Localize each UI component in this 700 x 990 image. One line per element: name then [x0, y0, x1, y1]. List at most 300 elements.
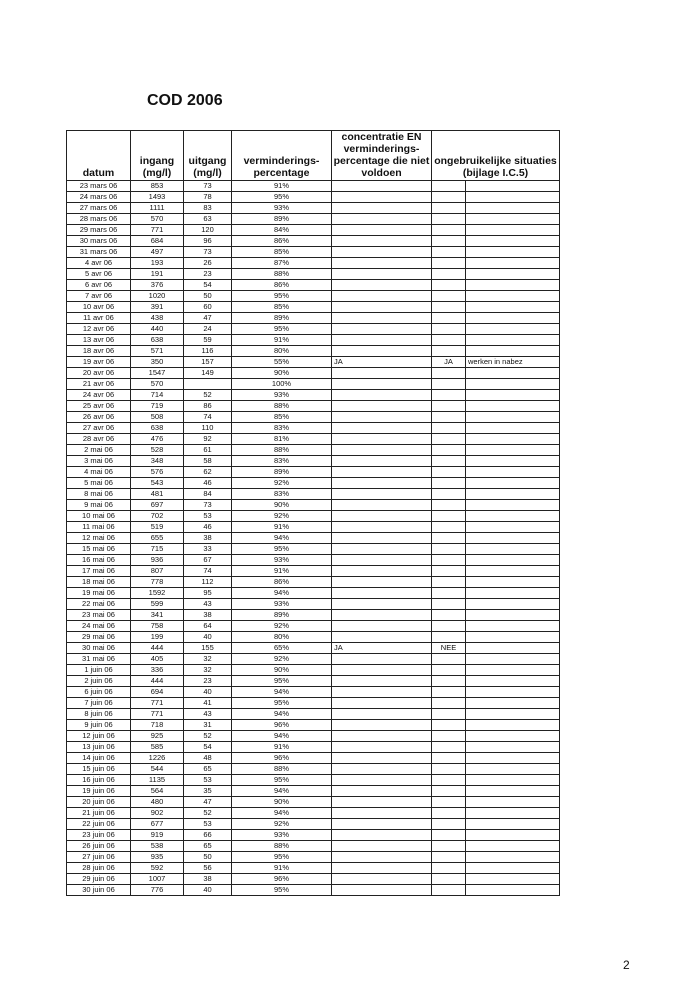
cell-uitgang: 96 — [184, 236, 232, 247]
cell-verminderingspercentage: 91% — [232, 742, 332, 753]
cell-concentratie-status — [332, 181, 432, 192]
table-row — [67, 841, 560, 852]
cell-situatie-opmerking — [466, 478, 560, 489]
cell-situatie-opmerking — [466, 566, 560, 577]
cell-situatie-opmerking — [466, 830, 560, 841]
cell-concentratie-status — [332, 346, 432, 357]
cell-situatie-status — [432, 555, 466, 566]
cell-situatie-opmerking — [466, 236, 560, 247]
cell-concentratie-status: JA — [332, 357, 432, 368]
cell-datum: 25 avr 06 — [67, 401, 131, 412]
cell-ingang: 936 — [131, 555, 184, 566]
cell-verminderingspercentage: 93% — [232, 390, 332, 401]
cell-datum: 10 avr 06 — [67, 302, 131, 313]
table-row — [67, 852, 560, 863]
cell-datum: 6 juin 06 — [67, 687, 131, 698]
cell-concentratie-status — [332, 247, 432, 258]
cell-verminderingspercentage: 95% — [232, 192, 332, 203]
cell-situatie-status — [432, 412, 466, 423]
cell-verminderingspercentage: 81% — [232, 434, 332, 445]
cell-verminderingspercentage: 94% — [232, 588, 332, 599]
cell-concentratie-status — [332, 852, 432, 863]
cell-datum: 15 mai 06 — [67, 544, 131, 555]
cell-verminderingspercentage: 83% — [232, 456, 332, 467]
header-verminderingspercentage: verminderings-percentage — [232, 131, 332, 181]
table-row — [67, 621, 560, 632]
cell-datum: 8 juin 06 — [67, 709, 131, 720]
cell-situatie-status — [432, 368, 466, 379]
cell-datum: 23 mai 06 — [67, 610, 131, 621]
cell-verminderingspercentage: 95% — [232, 775, 332, 786]
table-row — [67, 786, 560, 797]
cell-datum: 12 mai 06 — [67, 533, 131, 544]
cell-situatie-opmerking — [466, 863, 560, 874]
cell-situatie-opmerking — [466, 181, 560, 192]
cell-ingang: 638 — [131, 335, 184, 346]
cell-datum: 22 mai 06 — [67, 599, 131, 610]
cell-situatie-opmerking: werken in nabez — [466, 357, 560, 368]
cell-verminderingspercentage: 92% — [232, 621, 332, 632]
table-row — [67, 236, 560, 247]
cell-situatie-status — [432, 599, 466, 610]
cell-situatie-opmerking — [466, 313, 560, 324]
cell-uitgang: 32 — [184, 654, 232, 665]
cell-datum: 23 mars 06 — [67, 181, 131, 192]
table-row — [67, 335, 560, 346]
cell-ingang: 638 — [131, 423, 184, 434]
cell-situatie-opmerking — [466, 709, 560, 720]
cell-concentratie-status — [332, 720, 432, 731]
cell-uitgang: 65 — [184, 764, 232, 775]
cell-situatie-status — [432, 544, 466, 555]
cell-datum: 30 mai 06 — [67, 643, 131, 654]
cell-concentratie-status — [332, 742, 432, 753]
cell-datum: 11 avr 06 — [67, 313, 131, 324]
cell-concentratie-status — [332, 225, 432, 236]
cell-ingang: 718 — [131, 720, 184, 731]
cell-uitgang: 23 — [184, 676, 232, 687]
cell-ingang: 1135 — [131, 775, 184, 786]
cell-verminderingspercentage: 89% — [232, 313, 332, 324]
table-row — [67, 390, 560, 401]
cell-situatie-status — [432, 225, 466, 236]
cell-verminderingspercentage: 93% — [232, 203, 332, 214]
cell-datum: 23 juin 06 — [67, 830, 131, 841]
table-row — [67, 313, 560, 324]
cell-datum: 27 juin 06 — [67, 852, 131, 863]
cell-situatie-opmerking — [466, 610, 560, 621]
header-datum: datum — [67, 131, 131, 181]
cell-ingang: 771 — [131, 698, 184, 709]
cell-concentratie-status — [332, 335, 432, 346]
cell-uitgang: 62 — [184, 467, 232, 478]
table-row — [67, 698, 560, 709]
cell-situatie-opmerking — [466, 544, 560, 555]
table-row — [67, 192, 560, 203]
cell-ingang: 1592 — [131, 588, 184, 599]
cell-concentratie-status — [332, 819, 432, 830]
cell-situatie-opmerking — [466, 379, 560, 390]
cell-concentratie-status — [332, 709, 432, 720]
cell-concentratie-status — [332, 665, 432, 676]
cell-ingang: 376 — [131, 280, 184, 291]
cell-situatie-opmerking — [466, 280, 560, 291]
cell-situatie-opmerking — [466, 346, 560, 357]
cell-situatie-opmerking — [466, 423, 560, 434]
cell-verminderingspercentage: 90% — [232, 500, 332, 511]
cell-ingang: 508 — [131, 412, 184, 423]
cell-uitgang: 54 — [184, 742, 232, 753]
cell-ingang: 719 — [131, 401, 184, 412]
cell-situatie-status — [432, 236, 466, 247]
cell-concentratie-status: JA — [332, 643, 432, 654]
cell-ingang: 694 — [131, 687, 184, 698]
cell-situatie-status — [432, 742, 466, 753]
cell-situatie-opmerking — [466, 654, 560, 665]
cell-situatie-opmerking — [466, 885, 560, 896]
cell-ingang: 570 — [131, 214, 184, 225]
cell-ingang: 1493 — [131, 192, 184, 203]
table-row — [67, 500, 560, 511]
cell-uitgang: 116 — [184, 346, 232, 357]
cell-concentratie-status — [332, 258, 432, 269]
cell-situatie-opmerking — [466, 753, 560, 764]
cell-situatie-status — [432, 874, 466, 885]
cell-verminderingspercentage: 84% — [232, 225, 332, 236]
cell-situatie-opmerking — [466, 522, 560, 533]
cell-situatie-opmerking — [466, 764, 560, 775]
cell-datum: 19 juin 06 — [67, 786, 131, 797]
cell-uitgang: 46 — [184, 522, 232, 533]
cell-uitgang: 63 — [184, 214, 232, 225]
table-header-row — [67, 131, 560, 181]
cell-ingang: 702 — [131, 511, 184, 522]
table-row — [67, 456, 560, 467]
cell-verminderingspercentage: 86% — [232, 236, 332, 247]
cell-situatie-status — [432, 269, 466, 280]
cell-situatie-status — [432, 192, 466, 203]
cell-uitgang: 41 — [184, 698, 232, 709]
cell-situatie-opmerking — [466, 335, 560, 346]
cell-uitgang: 47 — [184, 797, 232, 808]
cell-situatie-status — [432, 863, 466, 874]
cell-ingang: 697 — [131, 500, 184, 511]
cell-ingang: 481 — [131, 489, 184, 500]
cell-verminderingspercentage: 95% — [232, 698, 332, 709]
cell-concentratie-status — [332, 621, 432, 632]
cell-verminderingspercentage: 95% — [232, 324, 332, 335]
cell-uitgang: 78 — [184, 192, 232, 203]
cell-concentratie-status — [332, 467, 432, 478]
cell-ingang: 807 — [131, 566, 184, 577]
cell-concentratie-status — [332, 555, 432, 566]
cell-situatie-opmerking — [466, 797, 560, 808]
table-row — [67, 808, 560, 819]
cell-uitgang: 53 — [184, 819, 232, 830]
cell-situatie-opmerking — [466, 269, 560, 280]
cell-ingang: 585 — [131, 742, 184, 753]
table-row — [67, 566, 560, 577]
cell-uitgang: 40 — [184, 687, 232, 698]
cell-concentratie-status — [332, 489, 432, 500]
cell-ingang: 919 — [131, 830, 184, 841]
cell-concentratie-status — [332, 313, 432, 324]
cell-uitgang: 66 — [184, 830, 232, 841]
cell-datum: 5 mai 06 — [67, 478, 131, 489]
cell-uitgang: 59 — [184, 335, 232, 346]
cell-ingang: 778 — [131, 577, 184, 588]
cell-concentratie-status — [332, 830, 432, 841]
cell-verminderingspercentage: 88% — [232, 401, 332, 412]
cell-verminderingspercentage: 88% — [232, 445, 332, 456]
cell-uitgang: 46 — [184, 478, 232, 489]
cell-uitgang: 52 — [184, 731, 232, 742]
cell-verminderingspercentage: 91% — [232, 181, 332, 192]
cell-ingang: 191 — [131, 269, 184, 280]
cell-situatie-opmerking — [466, 555, 560, 566]
cell-ingang: 592 — [131, 863, 184, 874]
cell-ingang: 444 — [131, 643, 184, 654]
cell-situatie-opmerking — [466, 588, 560, 599]
cell-ingang: 519 — [131, 522, 184, 533]
cell-concentratie-status — [332, 302, 432, 313]
table-row — [67, 302, 560, 313]
cell-uitgang: 67 — [184, 555, 232, 566]
cell-situatie-status — [432, 346, 466, 357]
cell-situatie-opmerking — [466, 819, 560, 830]
cell-uitgang: 43 — [184, 599, 232, 610]
cell-ingang: 1226 — [131, 753, 184, 764]
cell-situatie-status — [432, 654, 466, 665]
cell-uitgang: 157 — [184, 357, 232, 368]
cell-situatie-opmerking — [466, 632, 560, 643]
cell-situatie-status — [432, 445, 466, 456]
cell-ingang: 476 — [131, 434, 184, 445]
cell-concentratie-status — [332, 434, 432, 445]
cell-verminderingspercentage: 88% — [232, 269, 332, 280]
cell-datum: 31 mai 06 — [67, 654, 131, 665]
cell-situatie-opmerking — [466, 434, 560, 445]
header-uitgang: uitgang (mg/l) — [184, 131, 232, 181]
cell-datum: 19 mai 06 — [67, 588, 131, 599]
table-row — [67, 775, 560, 786]
cell-ingang: 538 — [131, 841, 184, 852]
cell-datum: 9 juin 06 — [67, 720, 131, 731]
cell-uitgang: 155 — [184, 643, 232, 654]
cell-situatie-status — [432, 852, 466, 863]
cell-verminderingspercentage: 95% — [232, 291, 332, 302]
cell-concentratie-status — [332, 192, 432, 203]
cell-verminderingspercentage: 86% — [232, 280, 332, 291]
table-row — [67, 478, 560, 489]
cell-datum: 12 avr 06 — [67, 324, 131, 335]
cell-uitgang: 60 — [184, 302, 232, 313]
cell-ingang: 440 — [131, 324, 184, 335]
cell-ingang: 564 — [131, 786, 184, 797]
cell-datum: 21 avr 06 — [67, 379, 131, 390]
cell-situatie-status — [432, 819, 466, 830]
cell-situatie-opmerking — [466, 368, 560, 379]
table-row — [67, 709, 560, 720]
cell-ingang: 758 — [131, 621, 184, 632]
cell-uitgang: 26 — [184, 258, 232, 269]
cell-situatie-status — [432, 533, 466, 544]
cell-verminderingspercentage: 90% — [232, 665, 332, 676]
cell-datum: 27 mars 06 — [67, 203, 131, 214]
cell-ingang: 543 — [131, 478, 184, 489]
cell-situatie-status — [432, 676, 466, 687]
cell-verminderingspercentage: 95% — [232, 544, 332, 555]
cell-datum: 12 juin 06 — [67, 731, 131, 742]
cell-situatie-opmerking — [466, 214, 560, 225]
cell-concentratie-status — [332, 456, 432, 467]
cell-verminderingspercentage: 94% — [232, 709, 332, 720]
cell-situatie-opmerking — [466, 874, 560, 885]
cell-situatie-status — [432, 566, 466, 577]
cell-ingang: 497 — [131, 247, 184, 258]
cell-ingang: 677 — [131, 819, 184, 830]
cell-ingang: 193 — [131, 258, 184, 269]
cell-uitgang: 53 — [184, 775, 232, 786]
cell-concentratie-status — [332, 269, 432, 280]
cell-situatie-opmerking — [466, 599, 560, 610]
table-row — [67, 346, 560, 357]
cell-situatie-opmerking — [466, 511, 560, 522]
cell-verminderingspercentage: 91% — [232, 335, 332, 346]
cell-concentratie-status — [332, 698, 432, 709]
cell-concentratie-status — [332, 808, 432, 819]
cell-datum: 29 mars 06 — [67, 225, 131, 236]
cell-concentratie-status — [332, 445, 432, 456]
table-row — [67, 687, 560, 698]
cell-verminderingspercentage: 91% — [232, 863, 332, 874]
cell-ingang: 350 — [131, 357, 184, 368]
cell-concentratie-status — [332, 368, 432, 379]
cell-situatie-status — [432, 621, 466, 632]
table-row — [67, 522, 560, 533]
cell-datum: 28 avr 06 — [67, 434, 131, 445]
cell-datum: 13 avr 06 — [67, 335, 131, 346]
table-row — [67, 544, 560, 555]
cell-verminderingspercentage: 95% — [232, 885, 332, 896]
cell-datum: 19 avr 06 — [67, 357, 131, 368]
cell-situatie-status: NEE — [432, 643, 466, 654]
cell-situatie-opmerking — [466, 533, 560, 544]
cell-uitgang: 149 — [184, 368, 232, 379]
page-number: 2 — [623, 958, 630, 972]
cell-ingang: 902 — [131, 808, 184, 819]
cell-ingang: 599 — [131, 599, 184, 610]
cell-datum: 31 mars 06 — [67, 247, 131, 258]
cell-situatie-status — [432, 434, 466, 445]
cell-situatie-opmerking — [466, 412, 560, 423]
header-concentratie: concentratie EN verminderings-percentage die niet voldoen — [332, 131, 432, 181]
cell-datum: 30 mars 06 — [67, 236, 131, 247]
cell-situatie-status — [432, 687, 466, 698]
cell-concentratie-status — [332, 203, 432, 214]
cell-situatie-status — [432, 500, 466, 511]
cell-ingang: 1007 — [131, 874, 184, 885]
cell-datum: 29 mai 06 — [67, 632, 131, 643]
cell-situatie-status — [432, 885, 466, 896]
cell-situatie-status — [432, 247, 466, 258]
cell-uitgang: 50 — [184, 291, 232, 302]
cell-concentratie-status — [332, 731, 432, 742]
cell-datum: 18 mai 06 — [67, 577, 131, 588]
cell-ingang: 528 — [131, 445, 184, 456]
cell-datum: 24 avr 06 — [67, 390, 131, 401]
cell-situatie-status — [432, 632, 466, 643]
table-row — [67, 357, 560, 368]
cell-concentratie-status — [332, 280, 432, 291]
cell-uitgang: 61 — [184, 445, 232, 456]
cell-situatie-status — [432, 830, 466, 841]
cell-concentratie-status — [332, 687, 432, 698]
table-row — [67, 181, 560, 192]
cell-concentratie-status — [332, 291, 432, 302]
cell-uitgang: 58 — [184, 456, 232, 467]
cell-datum: 7 avr 06 — [67, 291, 131, 302]
cell-datum: 14 juin 06 — [67, 753, 131, 764]
cell-ingang: 684 — [131, 236, 184, 247]
cell-concentratie-status — [332, 390, 432, 401]
cell-verminderingspercentage: 85% — [232, 302, 332, 313]
table-row — [67, 489, 560, 500]
header-ingang: ingang (mg/l) — [131, 131, 184, 181]
cell-concentratie-status — [332, 324, 432, 335]
cell-situatie-opmerking — [466, 401, 560, 412]
cell-situatie-opmerking — [466, 247, 560, 258]
cell-verminderingspercentage: 89% — [232, 610, 332, 621]
cell-concentratie-status — [332, 522, 432, 533]
cell-situatie-opmerking — [466, 500, 560, 511]
cell-concentratie-status — [332, 401, 432, 412]
cell-ingang: 935 — [131, 852, 184, 863]
cell-situatie-status — [432, 456, 466, 467]
cell-concentratie-status — [332, 632, 432, 643]
cell-situatie-opmerking — [466, 192, 560, 203]
cell-datum: 28 mars 06 — [67, 214, 131, 225]
cell-situatie-status — [432, 423, 466, 434]
cell-datum: 3 mai 06 — [67, 456, 131, 467]
cell-situatie-status — [432, 720, 466, 731]
cell-situatie-status — [432, 731, 466, 742]
cell-verminderingspercentage: 94% — [232, 533, 332, 544]
table-row — [67, 742, 560, 753]
cell-datum: 9 mai 06 — [67, 500, 131, 511]
cell-ingang: 714 — [131, 390, 184, 401]
table-body — [67, 181, 560, 896]
table-row — [67, 610, 560, 621]
table-row — [67, 324, 560, 335]
cell-concentratie-status — [332, 588, 432, 599]
cell-verminderingspercentage: 96% — [232, 753, 332, 764]
cell-ingang: 715 — [131, 544, 184, 555]
cell-uitgang: 50 — [184, 852, 232, 863]
cell-uitgang: 31 — [184, 720, 232, 731]
cell-situatie-status — [432, 808, 466, 819]
cell-uitgang: 23 — [184, 269, 232, 280]
cell-datum: 18 avr 06 — [67, 346, 131, 357]
header-ongebruikelijke-situaties: ongebruikelijke situaties (bijlage I.C.5) — [432, 131, 560, 181]
cell-verminderingspercentage: 93% — [232, 599, 332, 610]
table-row — [67, 379, 560, 390]
cell-ingang: 348 — [131, 456, 184, 467]
cell-situatie-status — [432, 841, 466, 852]
cell-situatie-opmerking — [466, 489, 560, 500]
cell-verminderingspercentage: 83% — [232, 489, 332, 500]
cell-situatie-status — [432, 401, 466, 412]
